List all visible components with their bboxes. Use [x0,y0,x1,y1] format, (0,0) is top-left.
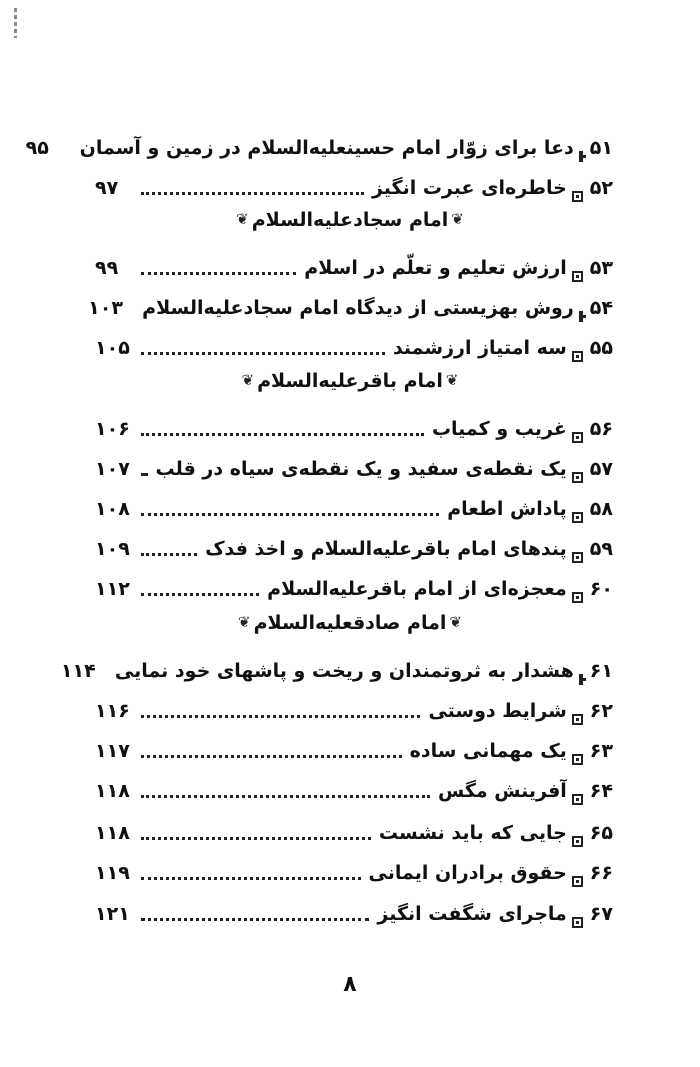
bullet-icon [572,836,583,847]
entry-number: ۶۲ [589,700,613,722]
entry-number: ۶۱ [589,660,613,682]
bullet-icon [572,876,583,887]
dot-leader [141,918,369,921]
bullet-icon [579,311,583,322]
bullet-icon [572,512,583,523]
ornament-icon: ❦ [236,210,249,228]
entry-number: ۶۶ [589,862,613,884]
bullet-icon [572,472,583,483]
entry-title: سه امتیاز ارزشمند [392,337,567,359]
bullet-icon [572,592,583,603]
toc-entry[interactable] [95,690,613,724]
dot-leader [141,192,364,195]
toc-entry[interactable] [95,408,613,442]
entry-number: ۵۳ [589,257,613,279]
bullet-icon [572,754,583,765]
toc-entry[interactable] [95,893,613,927]
entry-title: ماجرای شگفت انگیز [377,903,567,925]
entry-number: ۵۸ [589,498,613,520]
dot-leader [141,352,385,355]
dot-leader [141,837,371,840]
entry-title: شرایط دوستی [428,700,567,722]
dot-leader [141,513,439,516]
entry-number: ۶۷ [589,903,613,925]
ornament-icon: ❦ [445,371,459,389]
section-heading-imam-sajjad [200,203,500,237]
entry-title: ارزش تعلیم و تعلّم در اسلام [304,257,567,279]
entry-page: ۱۰۳ [88,297,123,319]
toc-entry[interactable] [95,488,613,522]
bullet-icon [572,432,583,443]
bullet-icon [579,151,583,162]
toc-entry[interactable] [95,770,613,804]
scan-artifact [14,8,17,38]
dot-leader [141,433,424,436]
section-title: امام صادقعلیه‌السلام [253,612,447,634]
entry-number: ۵۷ [589,458,613,480]
dot-leader [141,755,402,758]
entry-page: ۱۲۱ [95,903,130,925]
entry-page: ۹۷ [95,177,119,199]
bullet-icon [572,714,583,725]
entry-title: روش بهزیستی از دیدگاه امام سجادعلیه‌السلام [142,297,574,319]
dot-leader [141,593,259,596]
entry-page: ۹۹ [95,257,119,279]
entry-number: ۵۲ [589,177,613,199]
entry-page: ۱۱۴ [60,660,96,682]
toc-entry[interactable] [95,568,613,602]
toc-entry[interactable] [95,167,613,201]
toc-entry[interactable] [60,650,613,684]
entry-title: خاطره‌ای عبرت انگیز [371,177,567,199]
entry-title: غریب و کمیاب [431,418,567,440]
entry-title: حقوق برادران ایمانی [368,862,567,884]
toc-entry[interactable] [95,852,613,886]
entry-page: ۱۱۸ [95,822,130,844]
dot-leader [141,473,148,476]
toc-entry[interactable] [95,730,613,764]
bullet-icon [572,271,583,282]
entry-title: هشدار به ثروتمندان و ریخت و پاشهای خود نمایی [114,660,574,682]
bullet-icon [572,794,583,805]
toc-entry[interactable] [25,127,613,161]
entry-title: پندهای امام باقرعلیه‌السلام و اخذ فدک [205,538,567,560]
entry-title: یک مهمانی ساده [409,740,567,762]
section-heading-imam-sadiq [200,606,500,640]
toc-entry[interactable] [95,247,613,281]
entry-number: ۵۱ [589,137,613,159]
entry-title: دعا برای زوّار امام حسینعلیه‌السلام در زمین و آسمان [79,137,574,159]
section-heading-imam-baqir [200,364,500,398]
entry-page: ۱۰۹ [95,538,130,560]
entry-page: ۱۱۹ [95,862,130,884]
entry-number: ۶۳ [589,740,613,762]
toc-entry[interactable] [95,812,613,846]
toc-entry[interactable] [95,448,613,482]
page-number: ۸ [343,972,357,997]
entry-number: ۵۶ [589,418,613,440]
toc-entry[interactable] [95,528,613,562]
ornament-icon: ❦ [241,371,255,389]
entry-page: ۱۰۵ [95,337,130,359]
entry-page: ۱۱۲ [95,578,130,600]
entry-page: ۱۰۸ [95,498,130,520]
entry-page: ۱۰۶ [95,418,130,440]
toc-entry[interactable] [88,287,613,321]
entry-title: آفرینش مگس [437,780,567,802]
ornament-icon: ❦ [238,613,251,631]
entry-number: ۶۰ [589,578,613,600]
entry-number: ۵۴ [589,297,613,319]
entry-title: معجزه‌ای از امام باقرعلیه‌السلام [267,578,567,600]
bullet-icon [572,552,583,563]
dot-leader [141,795,430,798]
bullet-icon [572,351,583,362]
entry-page: ۱۱۸ [95,780,130,802]
ornament-icon: ❦ [451,210,464,228]
entry-number: ۵۵ [589,337,613,359]
ornament-icon: ❦ [449,613,462,631]
entry-title: یک نقطه‌ی سفید و یک نقطه‌ی سیاه در قلب [155,458,567,480]
entry-page: ۹۵ [25,137,49,159]
bullet-icon [572,917,583,928]
toc-entry[interactable] [95,327,613,361]
entry-number: ۶۵ [589,822,613,844]
dot-leader [141,715,420,718]
section-title: امام سجادعلیه‌السلام [251,209,449,231]
entry-page: ۱۱۷ [95,740,130,762]
entry-page: ۱۰۷ [95,458,130,480]
dot-leader [141,877,361,880]
entry-title: جایی که باید نشست [378,822,567,844]
bullet-icon [579,674,583,685]
entry-number: ۵۹ [589,538,613,560]
bullet-icon [572,191,583,202]
section-title: امام باقرعلیه‌السلام [257,370,443,392]
entry-page: ۱۱۶ [95,700,130,722]
entry-number: ۶۴ [589,780,613,802]
dot-leader [141,553,197,556]
dot-leader [141,272,296,275]
entry-title: پاداش اطعام [447,498,567,520]
